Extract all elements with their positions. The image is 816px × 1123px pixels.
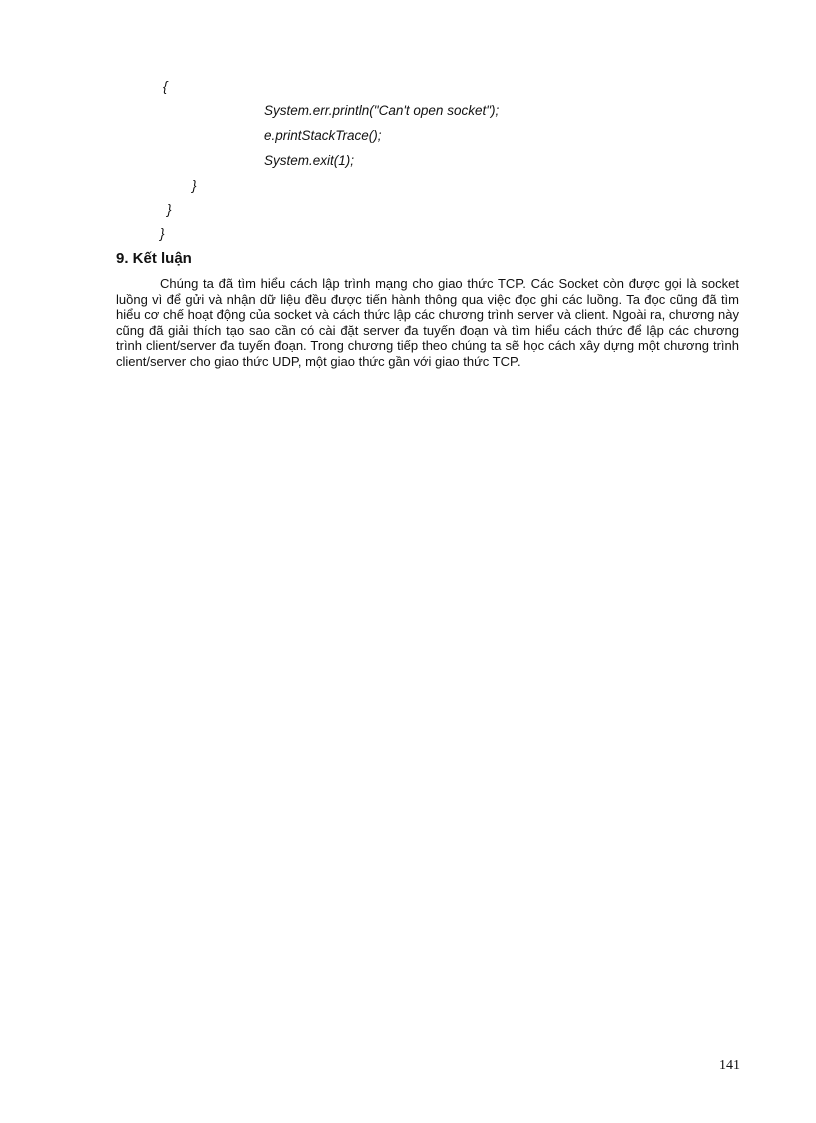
code-line: e.printStackTrace(); [264, 128, 382, 143]
code-line: } [192, 178, 197, 193]
code-line: } [160, 226, 165, 241]
section-heading: 9. Kết luận [116, 250, 192, 267]
code-line: } [167, 202, 172, 217]
section-paragraph: Chúng ta đã tìm hiểu cách lập trình mạng cho giao thức TCP. Các Socket còn được gọi là socket luồng vì để gửi và nhận dữ liệu đều được tiến hành thông qua việc đọc ghi các luồng. Ta đọc cũng đã tìm hiểu cơ chế hoạt động của socket và cách thức lập các chương trình server và client. Ngoài ra, chương này cũng đã giải thích tạo sao cần có cài đặt server đa tuyến đoạn và tìm hiểu cách thức để lập các chương trình client/server đa tuyến đoạn. Trong chương tiếp theo chúng ta sẽ học cách xây dựng một chương trình client/server cho giao thức UDP, một giao thức gần với giao thức TCP. [116, 276, 739, 369]
code-line: System.exit(1); [264, 153, 355, 168]
code-line: System.err.println("Can't open socket"); [264, 103, 500, 118]
code-line: { [163, 79, 168, 94]
page-number: 141 [719, 1058, 740, 1073]
